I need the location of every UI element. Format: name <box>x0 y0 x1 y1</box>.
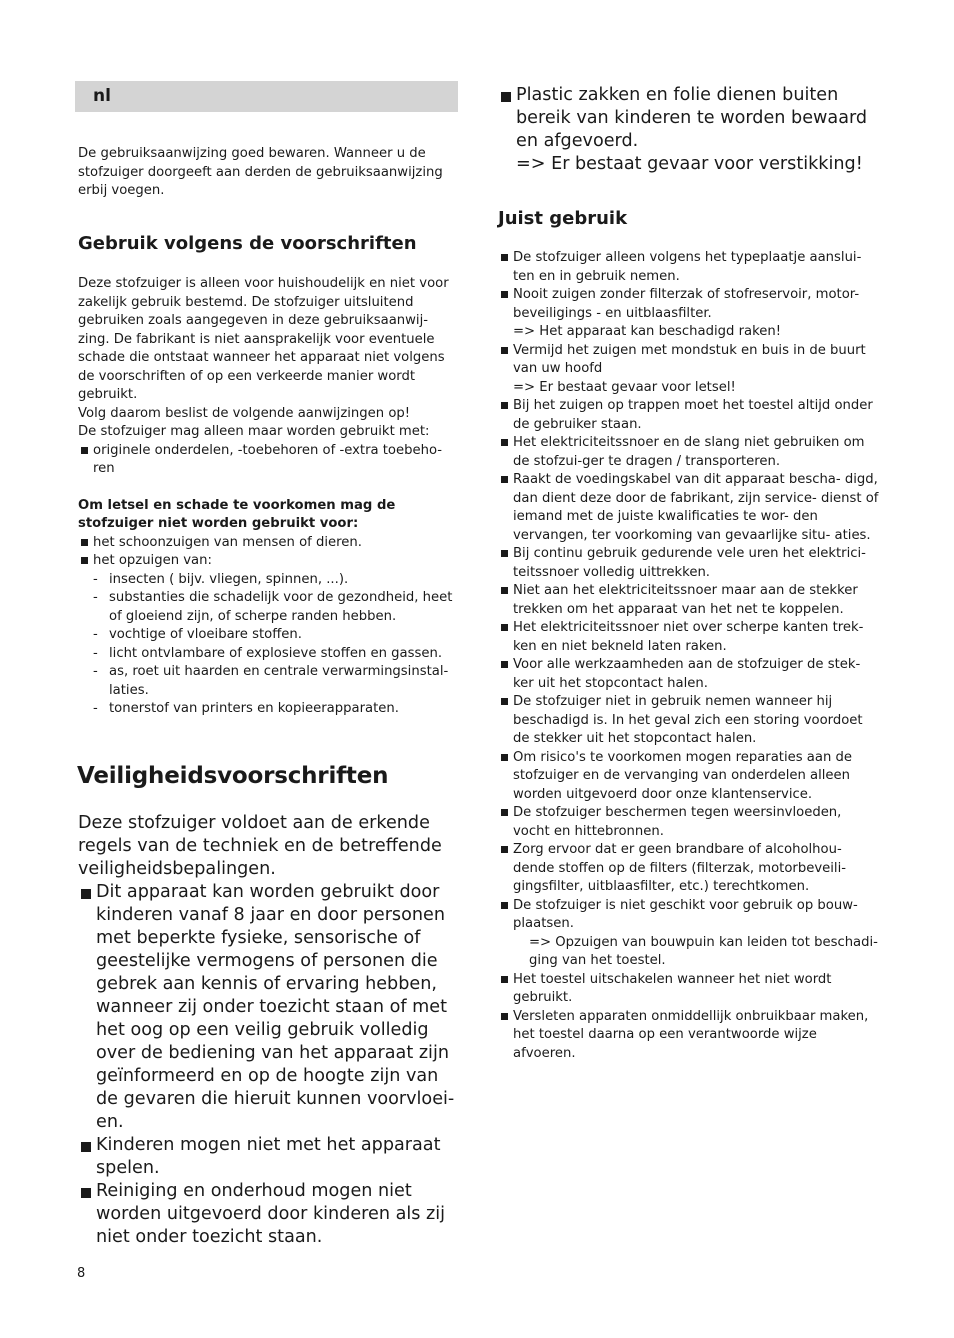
dash-item: - substanties die schadelijk voor de gezondheid, heet of gloeiend zijn, of scherpe randen hebben. <box>78 589 460 626</box>
item-text: Bij continu gebruik gedurende vele uren het elektrici- teitssnoer volledig uittrekken. <box>513 546 866 580</box>
dash-list <box>78 571 460 719</box>
item-note: => Het apparaat kan beschadigd raken! <box>513 324 782 339</box>
item-text: Voor alle werkzaamheden aan de stofzuiger de stek- ker uit het stopcontact halen. <box>513 657 861 691</box>
plastic-bullet-list <box>498 84 888 176</box>
juist-body <box>498 249 880 1063</box>
section-heading-juist: Juist gebruik <box>498 208 628 229</box>
list-item <box>498 656 880 693</box>
page-number: 8 <box>77 1266 86 1281</box>
warning-bullet-list <box>78 534 460 571</box>
item-text: Versleten apparaten onmiddellijk onbruikbaar maken, het toestel daarna op een verantwoorde wijze afvoeren. <box>513 1008 869 1061</box>
section-heading-veiligheid: Veiligheidsvoorschriften <box>77 763 389 789</box>
item-text: Bij het zuigen op trappen moet het toestel altijd onder de gebruiker staan. <box>513 398 873 432</box>
gebruik-paragraph: Deze stofzuiger is alleen voor huishoudelijk en niet voor zakelijk gebruik bestemd. De stofzuiger uitsluitend gebruiken zoals aangegeven in deze gebruiksaanwij- zing. De fabrikant is niet aansprakelijk voor eventuele schade die ontstaat wanneer het apparaat niet volgens de voorschriften of op een verkeerde manier wordt gebruikt. <box>78 276 449 402</box>
item-note: => Opzuigen van bouwpuin kan leiden tot beschadi- ging van het toestel. <box>529 934 878 968</box>
list-item <box>498 84 888 176</box>
gebruik-line-3: De stofzuiger mag alleen maar worden gebruikt met: <box>78 424 430 439</box>
section-gebruik-body <box>78 275 460 719</box>
gebruik-bullet-list <box>78 442 460 479</box>
item-text: Nooit zuigen zonder filterzak of stofreservoir, motor- beveiligings - en uitblaasfilter. <box>513 287 860 321</box>
list-item <box>498 804 880 841</box>
item-text: Zorg ervoor dat er geen brandbare of alcoholhou- dende stoffen op de filters (filterzak, motorbeveili- gingsfilter, uitblaasfilter, etc.) terechtkomen. <box>513 842 846 894</box>
list-item <box>498 342 880 398</box>
list-item <box>498 619 880 656</box>
list-item: Reiniging en onderhoud mogen niet worden uitgevoerd door kinderen als zij niet onder toezicht staan. <box>78 1180 463 1249</box>
dash-item: - licht ontvlambare of explosieve stoffen en gassen. <box>78 645 460 664</box>
gebruik-line-2: Volg daarom beslist de volgende aanwijzingen op! <box>78 405 411 421</box>
section-heading-gebruik: Gebruik volgens de voorschriften <box>78 233 417 254</box>
list-item <box>498 693 880 749</box>
item-text: Het toestel uitschakelen wanneer het niet wordt gebruikt. <box>513 971 832 1005</box>
item-text: Om risico's te voorkomen mogen reparaties aan de stofzuiger en de vervanging van onderdelen alleen worden uitgevoerd door onze klantenservice. <box>513 749 852 802</box>
dash-item: - tonerstof van printers en kopieerapparaten. <box>78 700 460 719</box>
plastic-text: Plastic zakken en folie dienen buiten bereik van kinderen te worden bewaard en afgevoerd. <box>516 85 868 151</box>
warning-heading: Om letsel en schade te voorkomen mag de stofzuiger niet worden gebruikt voor: <box>78 497 396 531</box>
dash-item: - vochtige of vloeibare stoffen. <box>78 626 460 645</box>
language-header-bar <box>75 81 458 112</box>
list-item <box>498 249 880 286</box>
list-item: het schoonzuigen van mensen of dieren. <box>78 534 460 553</box>
safety-bullet-list <box>78 881 463 1249</box>
safety-body <box>78 812 463 1249</box>
item-text: Het elektriciteitssnoer niet over scherpe kanten trek- ken en niet bekneld laten raken. <box>513 620 864 654</box>
safety-intro: Deze stofzuiger voldoet aan de erkende regels van de techniek en de betreffende veiligheidsbepalingen. <box>78 813 442 879</box>
list-item: Kinderen mogen niet met het apparaat spelen. <box>78 1134 463 1180</box>
list-item <box>498 582 880 619</box>
list-item: Dit apparaat kan worden gebruikt door kinderen vanaf 8 jaar en door personen met beperkte fysieke, sensorische of geestelijke vermogens of personen die gebrek aan kennis of ervaring hebben, wanneer zij onder toezicht staan of met het oog op een veilig gebruik volledig over de bediening van het apparaat zijn geïnformeerd en op de hoogte zijn van de gevaren die hieruit kunnen voorvloei- en. <box>78 881 463 1134</box>
plastic-warning <box>498 84 888 176</box>
item-text: Het elektriciteitssnoer en de slang niet gebruiken om de stofzui-ger te dragen / transporteren. <box>513 435 865 469</box>
list-item: originele onderdelen, -toebehoren of -extra toebeho- ren <box>78 442 460 479</box>
item-note: => Er bestaat gevaar voor letsel! <box>513 379 736 395</box>
list-item <box>498 397 880 434</box>
list-item <box>498 286 880 342</box>
plastic-note: => Er bestaat gevaar voor verstikking! <box>516 154 863 174</box>
item-text: Raakt de voedingskabel van dit apparaat bescha- digd, dan dient deze door de fabrikant, zijn service- dienst of iemand met de juiste kwalificaties te wor- den vervangen, ter voorkoming van gevaarlijke situ- aties. <box>513 472 879 543</box>
language-label: nl <box>93 86 111 106</box>
dash-item: - as, roet uit haarden en centrale verwarmingsinstal- laties. <box>78 663 460 700</box>
juist-bullet-list <box>498 249 880 1063</box>
item-text: Niet aan het elektriciteitssnoer maar aan de stekker trekken om het apparaat van het net te koppelen. <box>513 583 858 617</box>
intro-paragraph: De gebruiksaanwijzing goed bewaren. Wanneer u de stofzuiger doorgeeft aan derden de gebruiksaanwijzing erbij voegen. <box>78 146 443 198</box>
list-item <box>498 471 880 545</box>
list-item <box>498 841 880 897</box>
list-item <box>498 897 880 971</box>
list-item: het opzuigen van: <box>78 552 460 571</box>
list-item <box>498 971 880 1008</box>
list-item <box>498 434 880 471</box>
list-item <box>498 749 880 805</box>
item-text: De stofzuiger is niet geschikt voor gebruik op bouw- plaatsen. <box>513 897 858 931</box>
item-text: Vermijd het zuigen met mondstuk en buis in de buurt van uw hoofd <box>513 342 866 376</box>
list-item <box>498 545 880 582</box>
item-text: De stofzuiger alleen volgens het typeplaatje aanslui- ten en in gebruik nemen. <box>513 250 862 284</box>
item-text: De stofzuiger beschermen tegen weersinvloeden, vocht en hittebronnen. <box>513 805 842 839</box>
item-text: De stofzuiger niet in gebruik nemen wanneer hij beschadigd is. In het geval zich een storing voordoet de stekker uit het stopcontact halen. <box>513 694 863 746</box>
list-item <box>498 1008 880 1064</box>
dash-item: - insecten ( bijv. vliegen, spinnen, ...). <box>78 571 460 590</box>
